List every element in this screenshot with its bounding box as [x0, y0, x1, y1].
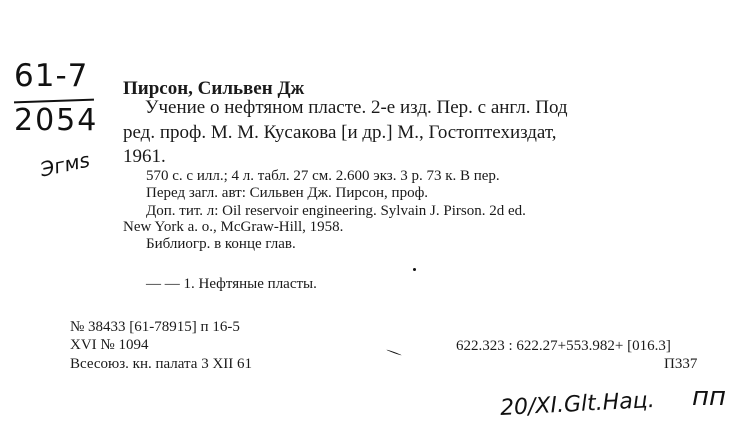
classification-code: П337	[664, 356, 698, 372]
entry-title-line-2: ред. проф. М. М. Кусакова [и др.] М., Гостоптехиздат,	[123, 122, 557, 143]
ink-stroke	[386, 349, 401, 355]
note-bibliography: Библиогр. в конце глав.	[146, 236, 296, 252]
ink-speck	[413, 268, 416, 271]
book-chamber-stamp: Всесоюз. кн. палата 3 XII 61	[70, 356, 253, 372]
call-number-bottom: 2054	[14, 103, 99, 138]
corner-handwritten-note: пп	[692, 382, 726, 412]
udc-classification: 622.323 : 622.27+553.982+ [016.3]	[456, 338, 671, 354]
margin-note: Эгмѕ	[38, 147, 92, 182]
note-author: Перед загл. авт: Сильвен Дж. Пирсон, проф.	[146, 185, 429, 201]
note-original-title-1: Доп. тит. л: Oil reservoir engineering. Sylvain J. Pirson. 2d ed.	[146, 203, 526, 219]
note-original-title-2: New York a. o., McGraw-Hill, 1958.	[123, 219, 344, 235]
physical-description: 570 с. с илл.; 4 л. табл. 27 см. 2.600 экз. 3 р. 73 к. В пер.	[146, 168, 500, 184]
call-number-top: 61-7	[14, 58, 89, 94]
entry-title-line-1: Учение о нефтяном пласте. 2-е изд. Пер. с англ. Под	[145, 97, 568, 118]
record-number: № 38433 [61-78915] п 16-5	[70, 319, 240, 335]
entry-author: Пирсон, Сильвен Дж	[123, 78, 305, 99]
series-number: XVI № 1094	[70, 337, 149, 353]
subject-heading: — — 1. Нефтяные пласты.	[146, 276, 317, 292]
bottom-handwritten-note: 20/XI.Glt.Нац.	[499, 387, 656, 422]
entry-title-line-3: 1961.	[123, 146, 166, 167]
